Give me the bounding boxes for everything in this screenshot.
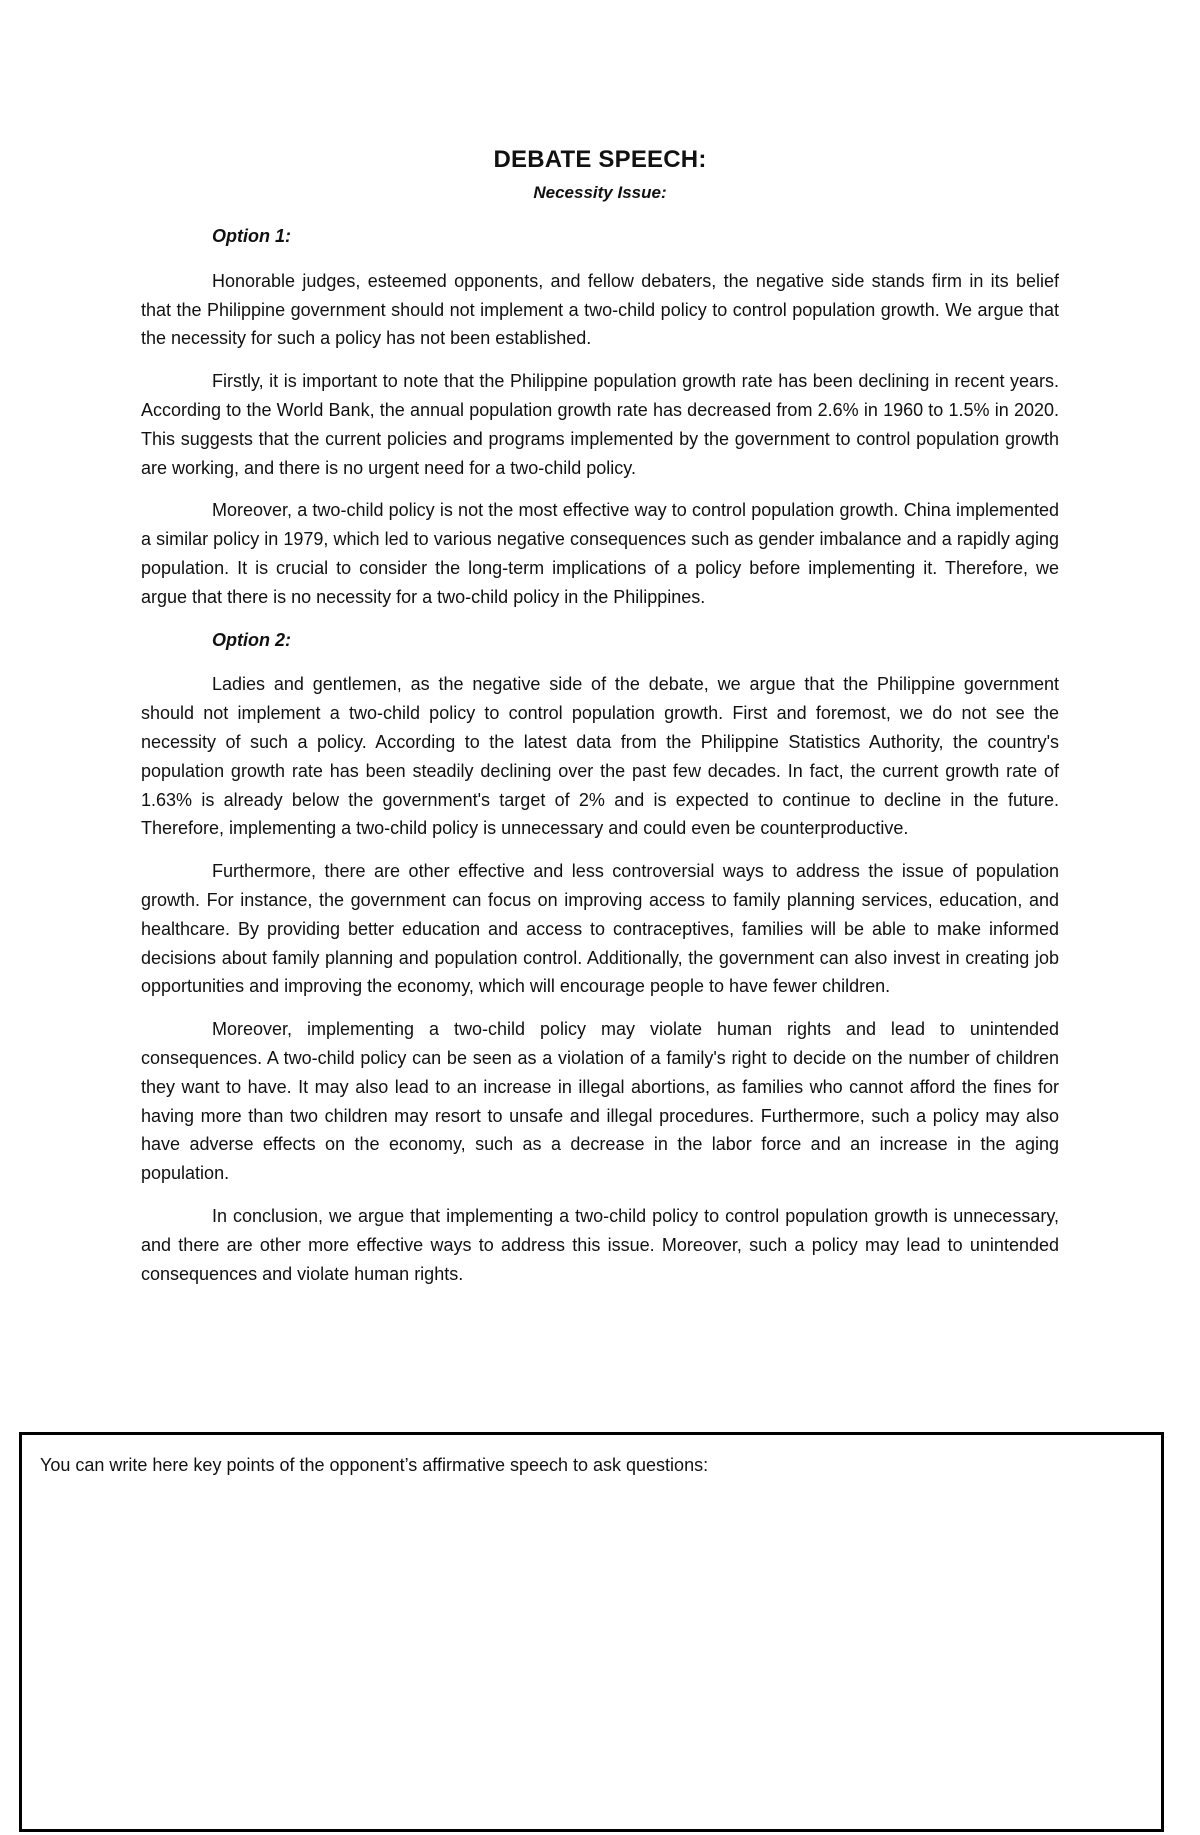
option-1-heading: Option 1:	[212, 226, 291, 246]
option-1-section	[141, 222, 1059, 612]
notes-box-label: You can write here key points of the opponent’s affirmative speech to ask questions:	[40, 1455, 709, 1475]
speech-body	[141, 222, 1059, 1302]
notes-writing-box[interactable]	[19, 1432, 1164, 1832]
option-2-paragraph: In conclusion, we argue that implementing a two-child policy to control population growth is unnecessary, and there are other more effective ways to address this issue. Moreover, such a policy may lead to unintended consequences and violate human rights.	[141, 1205, 1059, 1284]
option-1-paragraph: Firstly, it is important to note that the Philippine population growth rate has been declining in recent years. According to the World Bank, the annual population growth rate has decreased from 2.6% in 1960 to 1.5% in 2020. This suggests that the current policies and programs implemented by the government to control population growth are working, and there is no urgent need for a two-child policy.	[141, 371, 1059, 478]
option-1-paragraph: Moreover, a two-child policy is not the most effective way to control population growth. China implemented a similar policy in 1979, which led to various negative consequences such as gender imbalance and a rapidly aging population. It is crucial to consider the long-term implications of a policy before implementing it. Therefore, we argue that there is no necessity for a two-child policy in the Philippines.	[141, 500, 1059, 607]
option-2-paragraph: Furthermore, there are other effective and less controversial ways to address the issue of population growth. For instance, the government can focus on improving access to family planning services, education, and healthcare. By providing better education and access to contraceptives, families will be able to make informed decisions about family planning and population control. Additionally, the government can also invest in creating job opportunities and improving the economy, which will encourage people to have fewer children.	[141, 861, 1059, 997]
option-2-heading: Option 2:	[212, 629, 291, 650]
option-2-section	[141, 626, 1059, 1289]
document-subtitle: Necessity Issue:	[533, 183, 667, 202]
document-title: DEBATE SPEECH:	[493, 146, 707, 173]
option-1-paragraph: Honorable judges, esteemed opponents, and fellow debaters, the negative side stands firm in its belief that the Philippine government should not implement a two-child policy to control population growth. We argue that the necessity for such a policy has not been established.	[141, 270, 1059, 349]
option-2-paragraph: Ladies and gentlemen, as the negative side of the debate, we argue that the Philippine government should not implement a two-child policy to control population growth. First and foremost, we do not see the necessity of such a policy. According to the latest data from the Philippine Statistics Authority, the country's population growth rate has been steadily declining over the past few decades. In fact, the current growth rate of 1.63% is already below the government's target of 2% and is expected to continue to decline in the future. Therefore, implementing a two-child policy is unnecessary and could even be counterproductive.	[141, 674, 1059, 839]
option-2-paragraph: Moreover, implementing a two-child policy may violate human rights and lead to unintended consequences. A two-child policy can be seen as a violation of a family's right to decide on the number of children they want to have. It may also lead to an increase in illegal abortions, as families who cannot afford the fines for having more than two children may resort to unsafe and illegal procedures. Furthermore, such a policy may also have adverse effects on the economy, such as a decrease in the labor force and an increase in the aging population.	[141, 1019, 1059, 1184]
